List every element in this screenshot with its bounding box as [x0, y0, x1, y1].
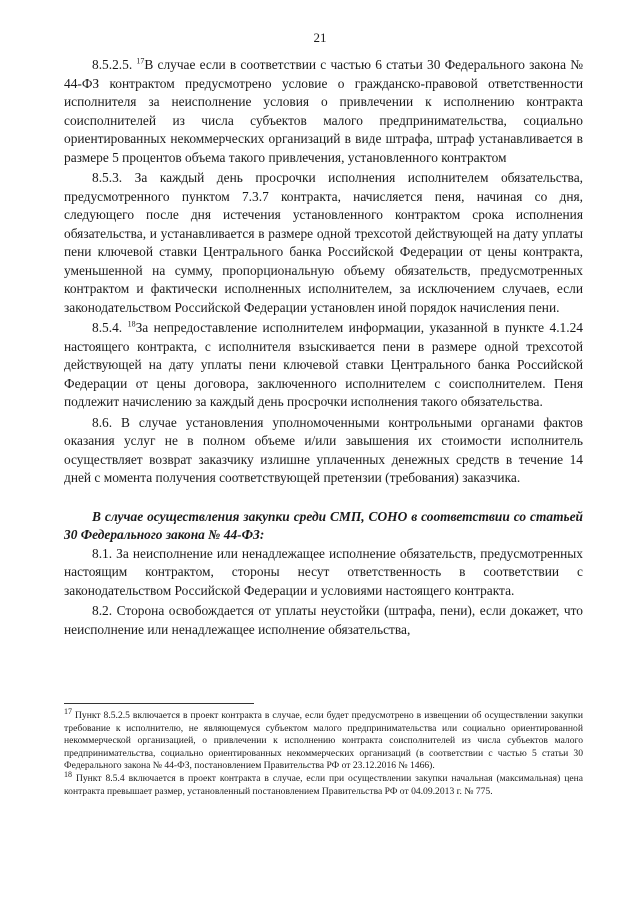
footnote-18	[64, 769, 583, 798]
paragraph-8-1	[64, 545, 583, 601]
footnote-ref[interactable]: 17	[136, 56, 145, 66]
paragraph-text: За неисполнение или ненадлежащее исполнение обязательств, предусмотренных настоящим контрактом, стороны несут ответственность в соответствии с законодательством Российской Федерации и условиями настоящего контракта.	[64, 545, 583, 598]
paragraph-text: В случае если в соответствии с частью 6 статьи 30 Федерального закона № 44-ФЗ контрактом предусмотрено условие о гражданско-правовой ответственности исполнителя за неисполнение условия о привлечении к исполнению контракта соисполнителей из числа субъектов малого предпринимательства, социально ориентированных некоммерческих организаций в виде штрафа, штраф устанавливается в размере 5 процентов объема такого привлечения, установленного контрактом	[64, 57, 583, 165]
paragraph-text: За каждый день просрочки исполнения исполнителем обязательства, предусмотренного пунктом 7.3.7 контракта, начисляется пеня, начиная со дня, следующего после дня истечения установленного контрактом срока исполнения обязательства, и устанавливается в размере одной трехсотой действующей на дату уплаты пени ключевой ставки Центрального банка Российской Федерации от цены контракта, уменьшенной на сумму, пропорциональную объему обязательств, предусмотренных контрактом и фактически исполненных исполнителем, за исключением случаев, если законодательством Российской Федерации установлен иной порядок начисления пени.	[64, 170, 583, 315]
paragraph-number: 8.2.	[92, 603, 113, 618]
paragraph-8-2	[64, 602, 583, 639]
footnote-divider	[64, 703, 254, 704]
page-number: 21	[313, 30, 327, 45]
footnote-text: Пункт 8.5.4 включается в проект контракта в случае, если при осуществлении закупки начальная (максимальная) цена контракта превышает размер, установленный постановлением Правительства РФ от 04.09.2013 г. № 775.	[64, 772, 583, 797]
paragraph-8-5-3	[64, 169, 583, 317]
footnote-text: Пункт 8.5.2.5 включается в проект контракта в случае, если будет предусмотрено в извещении об осуществлении закупки требование к исполнителю, не являющемуся субъектом малого предпринимательства или социально ориентированной некоммерческой организацией, о привлечении к исполнению контракта соисполнителей из числа субъектов малого предпринимательства, социально ориентированных некоммерческих организаций (в соответствии с частью 5 статьи 30 Федерального закона № 44-ФЗ, постановлением Правительства РФ от 23.12.2016 № 1466).	[64, 710, 583, 772]
paragraph-8-5-4	[64, 319, 583, 412]
paragraph-text: В случае установления уполномоченными контрольными органами фактов оказания услуг не в полном объеме и/или завышения их стоимости исполнитель осуществляет возврат заказчику излишне уплаченных денежных средств в течение 14 дней с момента получения соответствующей претензии (требования) заказчика.	[64, 414, 583, 485]
footnote-marker: 18	[64, 769, 72, 779]
section-heading: В случае осуществления закупки среди СМП, СОНО в соответствии со статьей 30 Федерального закона № 44-ФЗ:	[64, 508, 583, 542]
footnote-17	[64, 706, 583, 773]
paragraph-8-5-2-5	[64, 56, 583, 167]
paragraph-text: Сторона освобождается от уплаты неустойки (штрафа, пени), если докажет, что неисполнение или ненадлежащее исполнение обязательства,	[64, 603, 583, 637]
footnote-marker: 17	[64, 706, 72, 716]
footnote-ref[interactable]: 18	[127, 319, 136, 329]
footnotes	[64, 706, 583, 798]
paragraph-number: 8.6.	[92, 414, 113, 430]
paragraph-text: За непредоставление исполнителем информации, указанной в пункте 4.1.24 настоящего контракта, с исполнителя взыскивается пени в размере одной трехсотой действующей на дату уплаты пени ключевой ставки Центрального банка Российской Федерации от цены договора, заключенного исполнителем с соисполнителем. Пеня подлежит начислению за каждый день просрочки исполнения такого обязательства.	[64, 320, 583, 409]
main-text	[64, 56, 583, 641]
paragraph-number: 8.1.	[92, 545, 113, 561]
paragraph-8-6	[64, 414, 583, 488]
paragraph-number: 8.5.3.	[92, 170, 123, 185]
paragraph-number: 8.5.2.5.	[92, 57, 133, 72]
paragraph-number: 8.5.4.	[92, 320, 123, 335]
